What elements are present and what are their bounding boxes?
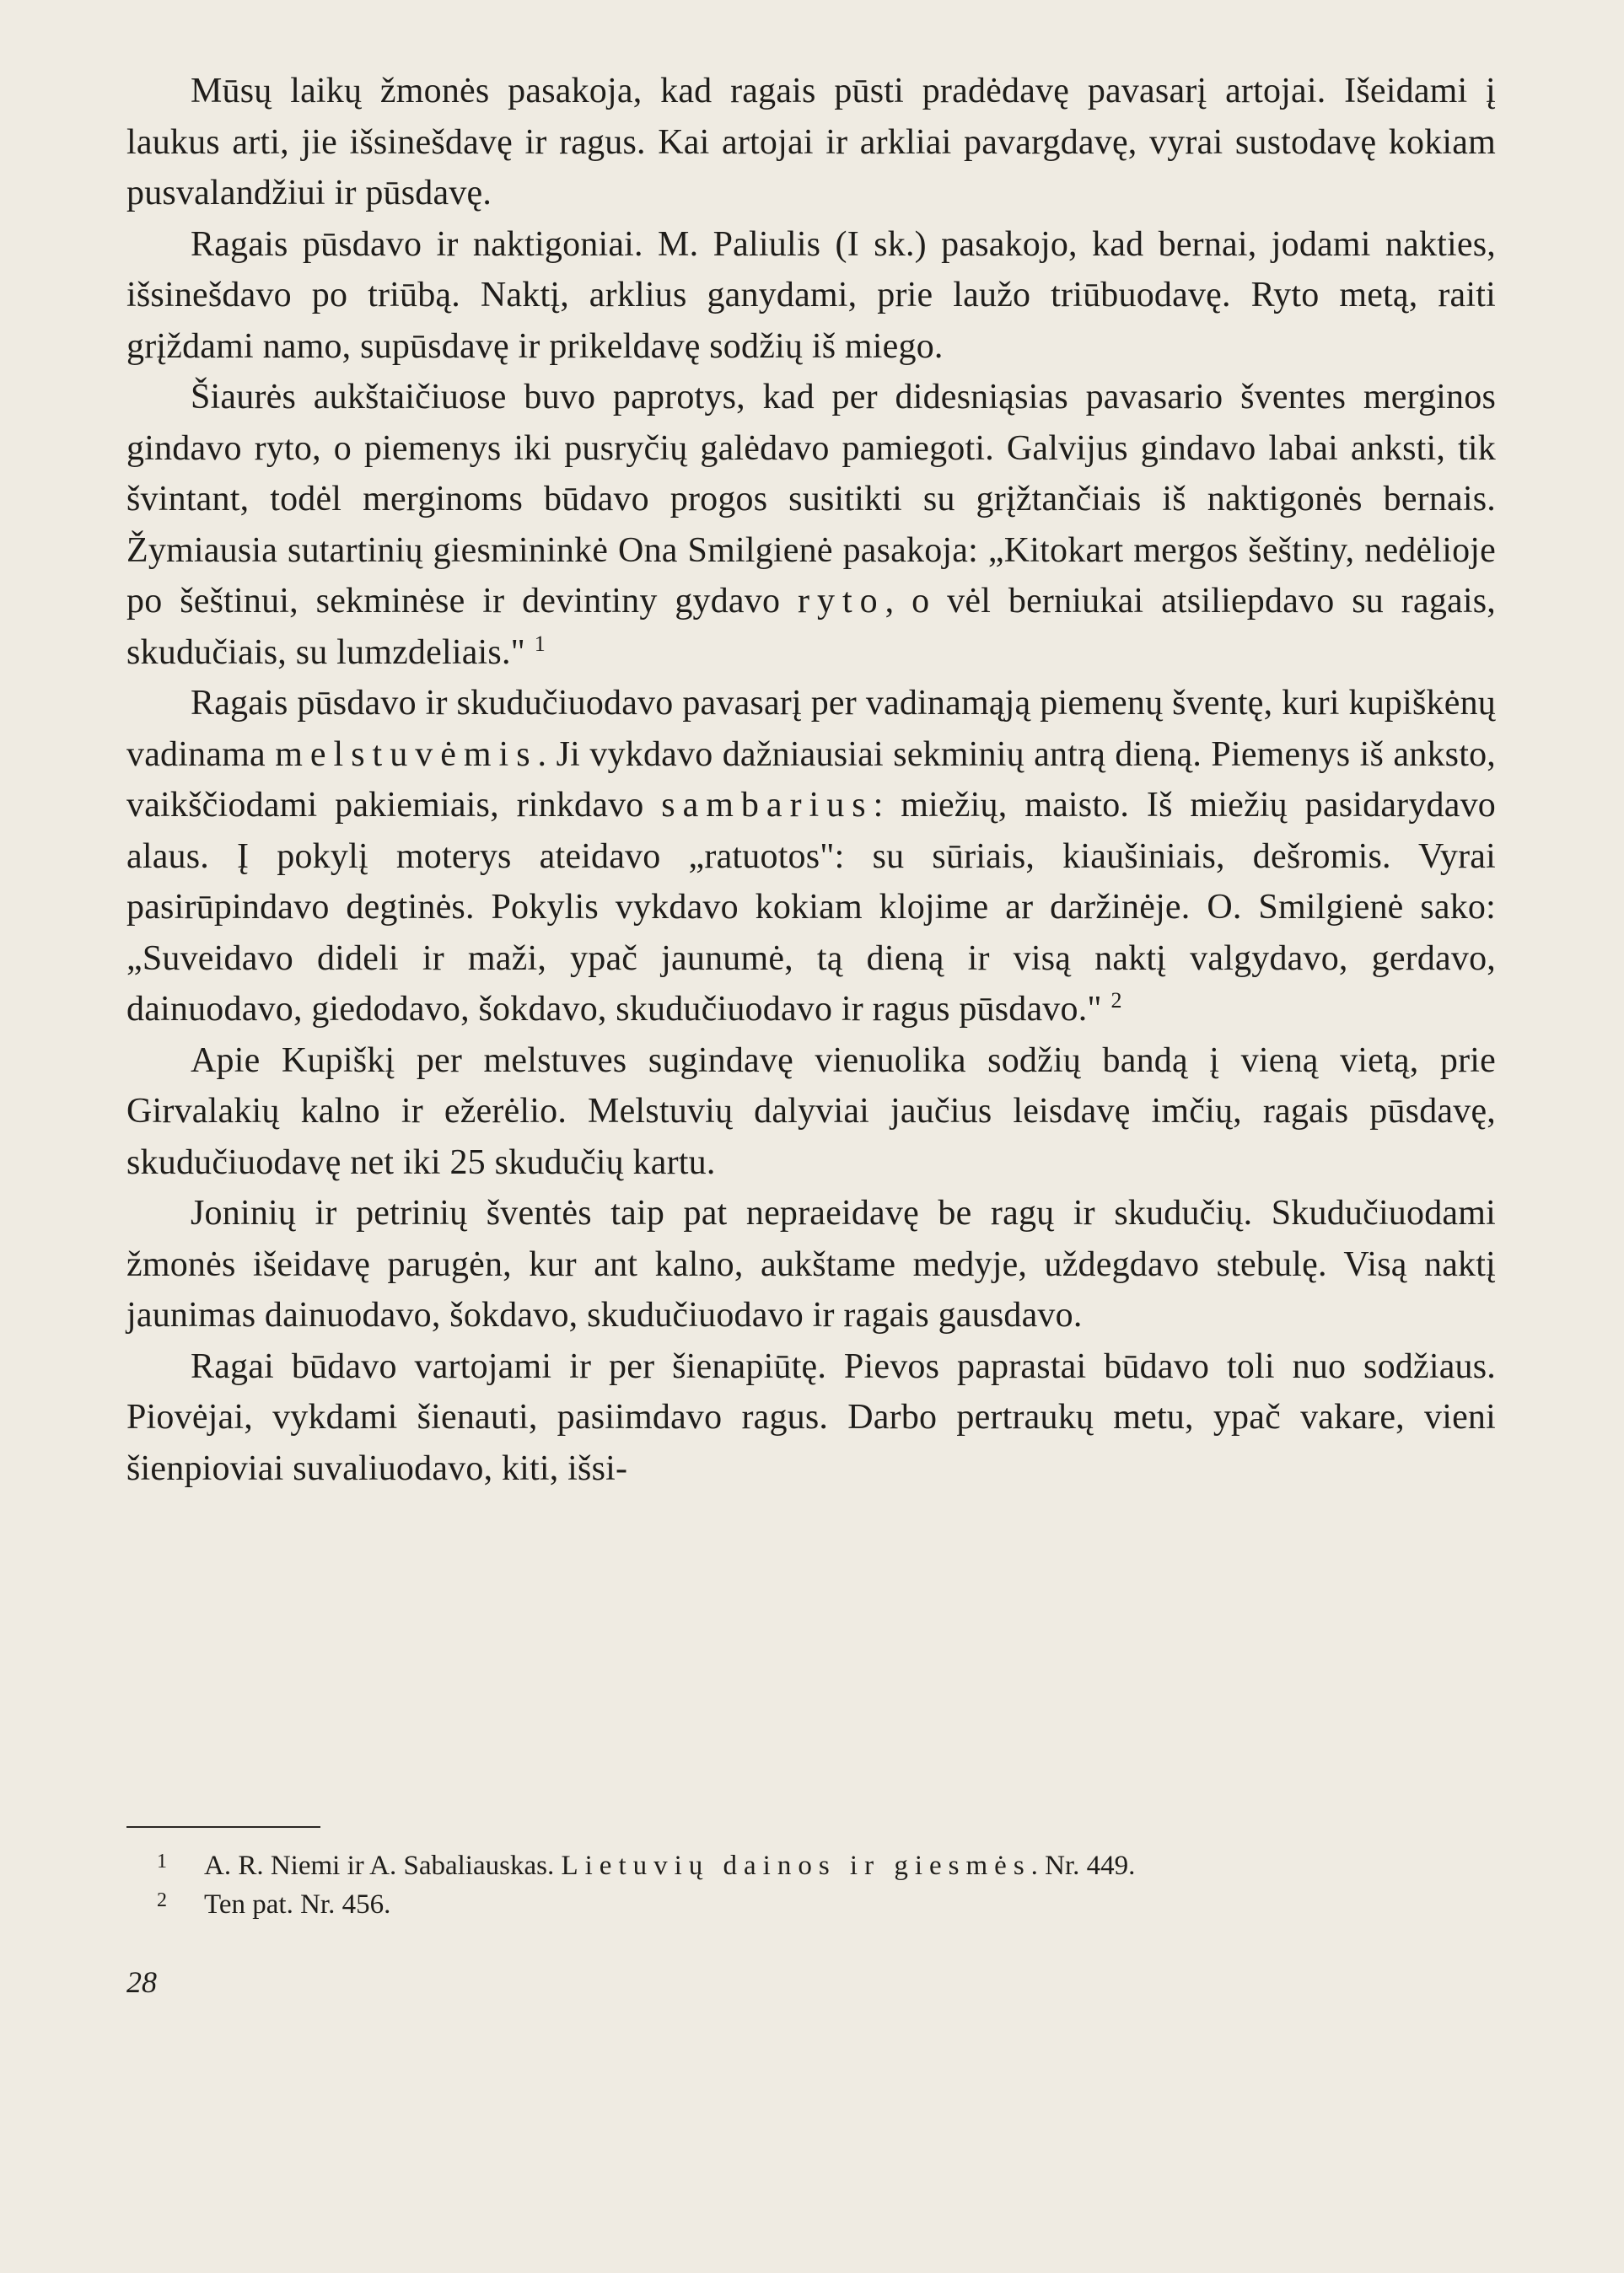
spaced-term-melstuvemis: melstuvėmis xyxy=(275,734,538,774)
footnote-divider xyxy=(126,1826,320,1828)
paragraph-text: . Ji vykdavo dažniausiai sekminių antrą dieną. Piemenys iš anksto, vaikščiodami pakiemiais, rinkdavo xyxy=(126,734,1496,825)
footnote-2 xyxy=(126,1885,1496,1924)
paragraph-text: Ragais pūsdavo ir skudučiuodavo pavasarį per vadinamąją piemenų šventę, kuri kupiškėnų vadinama xyxy=(126,684,1496,774)
paragraph-text: Ragai būdavo vartojami ir per šienapiūtę. Pievos paprastai būdavo toli nuo sodžiaus. Piovėjai, vykdami šienauti, pasiimdavo ragus. Darbo pertraukų metu, ypač vakare, vieni šienpioviai suvaliuodavo, kiti, išsi- xyxy=(126,1346,1496,1488)
paragraph-5 xyxy=(126,1035,1496,1189)
footnote-number: 1 xyxy=(157,1851,167,1873)
paragraph-2 xyxy=(126,219,1496,373)
page-body xyxy=(126,66,1496,1494)
footnote-1 xyxy=(126,1846,1496,1885)
paragraph-text: : miežių, maisto. Iš miežių pasidarydavo alaus. Į pokylį moterys ateidavo „ratuotos": su sūriais, kiaušiniais, dešromis. Vyrai pasirūpindavo degtinės. Pokylis vykdavo kokiam klojime ar daržinėje. O. Smilgienė sako: „Suveidavo dideli ir maži, ypač jaunumė, tą dieną ir visą naktį valgydavo, gerdavo, dainuodavo, giedodavo, šokdavo, skudučiuodavo ir ragus pūsdavo." xyxy=(126,786,1496,1029)
footnote-author: Ten pat. Nr. 456. xyxy=(204,1889,391,1920)
paragraph-text: , o vėl berniukai atsiliepdavo su ragais, skudučiais, su lumzdeliais." xyxy=(126,582,1496,672)
footnote-reference: 2 xyxy=(1110,988,1122,1013)
paragraph-text: Šiaurės aukštaičiuose buvo paprotys, kad per didesniąsias pavasario šventes merginos gindavo ryto, o piemenys iki pusryčių galėdavo pamiegoti. Galvijus gindavo labai anksti, tik švintant, todėl merginoms būdavo progos susitikti su grįžtančiais iš naktigonės bernais. Žymiausia sutartinių giesmininkė Ona Smilgienė pasakoja: „Kitokart mergos šeštiny, nedėlioje po šeštinui, sekminėse ir devintiny gydavo xyxy=(126,378,1496,621)
paragraph-4 xyxy=(126,678,1496,1035)
spaced-term-sambarius: sambarius xyxy=(661,786,874,825)
paragraph-1 xyxy=(126,66,1496,219)
paragraph-text: Mūsų laikų žmonės pasakoja, kad ragais pūsti pradėdavę pavasarį artojai. Išeidami į laukus arti, jie išsinešdavę ir ragus. Kai artojai ir arkliai pavargdavę, vyrai sustodavę kokiam pusvalandžiui ir pūsdavę. xyxy=(126,72,1496,212)
paragraph-text: Apie Kupiškį per melstuves sugindavę vienuolika sodžių bandą į vieną vietą, prie Girvalakių kalno ir ežerėlio. Melstuvių dalyviai jaučius leisdavę imčių, ragais pūsdavę, skudučiuodavę net iki 25 skudučių kartu. xyxy=(126,1040,1496,1182)
paragraph-text: Joninių ir petrinių šventės taip pat nepraeidavę be ragų ir skudučių. Skudučiuodami žmonės išeidavę parugėn, kur ant kalno, aukštame medyje, uždegdavo stebulę. Visą naktį jaunimas dainuodavo, šokdavo, skudučiuodavo ir ragais gausdavo. xyxy=(126,1194,1496,1335)
paragraph-7 xyxy=(126,1341,1496,1495)
footnote-title: Lietuvių dainos ir giesmės xyxy=(561,1851,1031,1881)
footnote-rest: . Nr. 449. xyxy=(1030,1851,1136,1881)
paragraph-6 xyxy=(126,1188,1496,1341)
paragraph-3 xyxy=(126,372,1496,678)
page-number: 28 xyxy=(126,1965,157,1999)
footnote-number: 2 xyxy=(157,1889,167,1911)
footnote-author: A. R. Niemi ir A. Sabaliauskas. xyxy=(204,1851,562,1881)
paragraph-text: Ragais pūsdavo ir naktigoniai. M. Paliulis (I sk.) pasakojo, kad bernai, jodami nakties, išsinešdavo po triūbą. Naktį, arklius ganydami, prie laužo triūbuodavę. Ryto metą, raiti grįždami namo, supūsdavę ir prikeldavę sodžių iš miego. xyxy=(126,224,1496,366)
spaced-term-ryto: ryto xyxy=(797,582,885,621)
footnotes xyxy=(126,1846,1496,1924)
footnote-reference: 1 xyxy=(534,631,546,656)
